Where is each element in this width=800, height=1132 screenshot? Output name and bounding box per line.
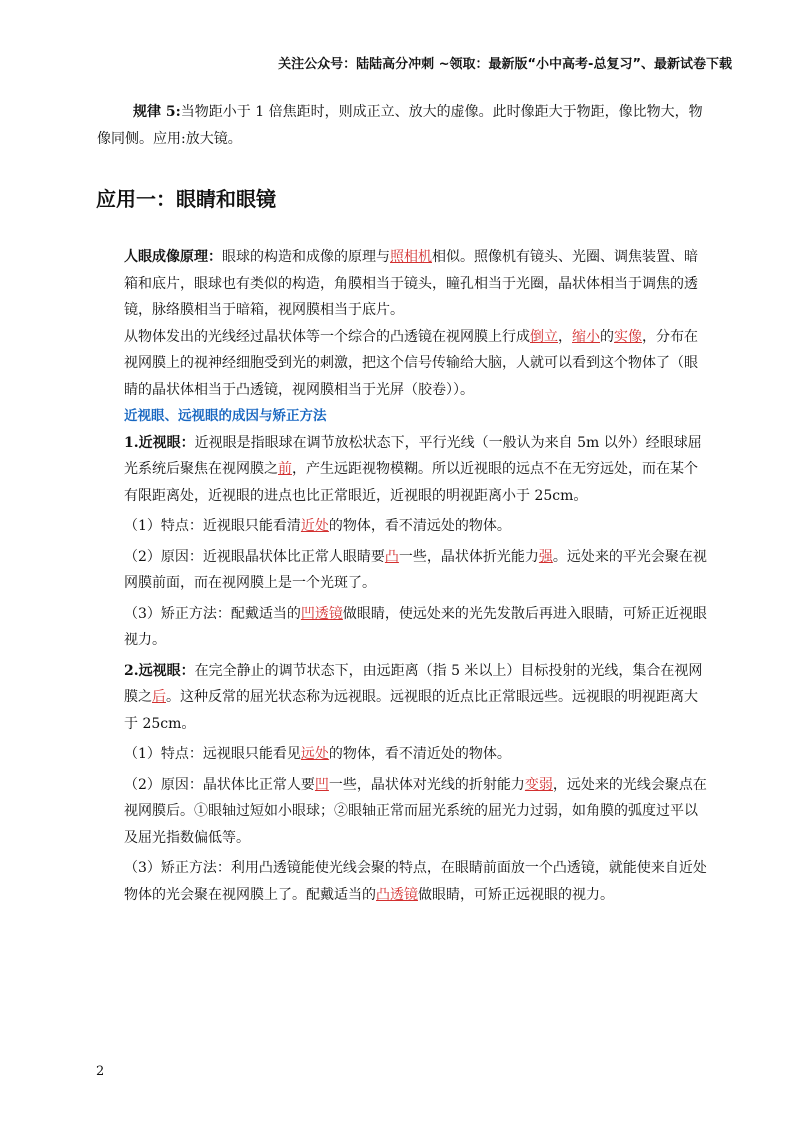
highlight-term: 近处: [300, 518, 329, 534]
text-run: （1）特点：远视眼只能看见: [124, 746, 301, 762]
hyperopia-feature: [96, 741, 710, 768]
hyperopia-cause: [96, 772, 710, 852]
text-run: （1）特点：近视眼只能看清: [124, 518, 301, 534]
text-run: ，远处来的光线会聚点在视网膜后。①眼轴过短如小眼球；②眼轴正常而屈光系统的屈光力过弱，如角膜的弧度过平以及屈光指数偏低等。: [124, 776, 707, 846]
page-number: 2: [96, 1064, 105, 1079]
text-run: （2）原因：近视眼晶状体比正常人眼睛要: [124, 548, 385, 565]
text-run: 从物体发出的光线经过晶状体等一个综合的凸透镜在视网膜上行成: [124, 328, 530, 345]
highlight-term: 缩小: [572, 328, 600, 345]
document-body: [96, 244, 710, 908]
highlight-term: 后: [152, 689, 166, 705]
text-run: 的: [600, 328, 614, 345]
text-run: 近视眼是指眼球在调节放松状态下，平行光线（一般认为来自 5m 以外）经眼球屈光系统后聚焦在视网膜之: [124, 434, 702, 477]
text-run: （3）矫正方法：利用凸透镜能使光线会聚的特点，在眼睛前面放一个凸透镜，就能使来自近处物体的光会聚在视网膜上了。配戴适当的: [124, 860, 707, 903]
imaging-label: 人眼成像原理：: [124, 249, 222, 265]
rule-5-paragraph: [97, 99, 709, 153]
hyperopia-paragraph: [96, 658, 710, 738]
highlight-term: 凹透镜: [300, 605, 343, 622]
highlight-term: 凹: [314, 776, 329, 793]
text-run: ，产生远距视物模糊。所以近视眼的远点不在无穷远处，而在某个有限距离处，近视眼的进点也比正常眼近，近视眼的明视距离小于 25cm。: [124, 461, 698, 504]
text-run: 相似。照像机有镜头、光圈、调焦装置、暗箱和底片，眼球也有类似的构造，角膜相当于镜头，瞳孔相当于光圈，晶状体相当于调焦的透镜，脉络膜相当于暗箱，视网膜相当于底片。: [124, 249, 698, 318]
highlight-term: 凸: [384, 548, 399, 565]
hyperopia-correction: [96, 855, 710, 908]
highlight-term: 照相机: [390, 249, 432, 265]
text-run: 一些，晶状体对光线的折射能力: [328, 776, 525, 793]
myopia-cause: [96, 544, 710, 597]
highlight-term: 强: [538, 548, 553, 565]
rule-5-line2: 像同侧。应用:放大镜。: [97, 131, 242, 147]
page-header: 关注公众号：陆陆高分冲刺 ~领取：最新版“小中高考-总复习”、最新试卷下载: [278, 57, 732, 72]
highlight-term: 远处: [300, 746, 329, 762]
rule-5-label: 规律 5:: [133, 104, 181, 120]
rule-5-line1: 当物距小于 1 倍焦距时，则成正立、放大的虚像。此时像距大于物距，像比物大，物: [180, 104, 703, 120]
highlight-term: 凸透镜: [376, 886, 418, 903]
text-run: 的物体，看不清远处的物体。: [328, 518, 511, 534]
text-run: 眼球的构造和成像的原理与: [222, 249, 390, 265]
text-run: ，分布在视网膜上的视神经细胞受到光的刺激，把这个信号传输给大脑，人就可以看到这个物体了（眼睛的晶状体相当于凸透镜，视网膜相当于光屏（胶卷））。: [124, 328, 698, 398]
myopia-feature: [96, 513, 710, 540]
highlight-term: 实像: [614, 328, 642, 345]
highlight-term: 倒立: [530, 328, 558, 345]
hyperopia-label: 2.远视眼：: [124, 662, 195, 679]
section-title: 应用一：眼睛和眼镜: [96, 187, 276, 211]
text-run: 在完全静止的调节状态下，由远距离（指 5 米以上）目标投射的光线，集合在视网膜之: [124, 662, 703, 705]
text-run: 的物体，看不清近处的物体。: [328, 746, 511, 762]
text-run: （3）矫正方法：配戴适当的: [124, 605, 301, 622]
imaging-principle-paragraph: [96, 244, 710, 324]
myopia-correction: [96, 601, 710, 654]
text-run: 做眼睛，可矫正远视眼的视力。: [418, 886, 614, 903]
text-run: 做眼睛，使远处来的光先发散后再进入眼睛，可矫正近视眼视力。: [124, 605, 707, 648]
highlight-term: 前: [278, 461, 292, 477]
myopia-paragraph: [96, 430, 710, 510]
sub-heading: 近视眼、远视眼的成因与矫正方法: [124, 408, 327, 424]
text-run: 一些，晶状体折光能力: [398, 548, 539, 565]
text-run: 。这种反常的屈光状态称为远视眼。远视眼的近点比正常眼远些。远视眼的明视距离大于 25cm。: [124, 689, 698, 732]
text-run: ，: [558, 328, 572, 345]
light-path-paragraph: [96, 324, 710, 404]
text-run: （2）原因：晶状体比正常人要: [124, 776, 315, 793]
highlight-term: 变弱: [524, 776, 553, 793]
text-run: 。远处来的平光会聚在视网膜前面，而在视网膜上是一个光斑了。: [124, 548, 707, 591]
myopia-label: 1.近视眼：: [124, 434, 195, 451]
